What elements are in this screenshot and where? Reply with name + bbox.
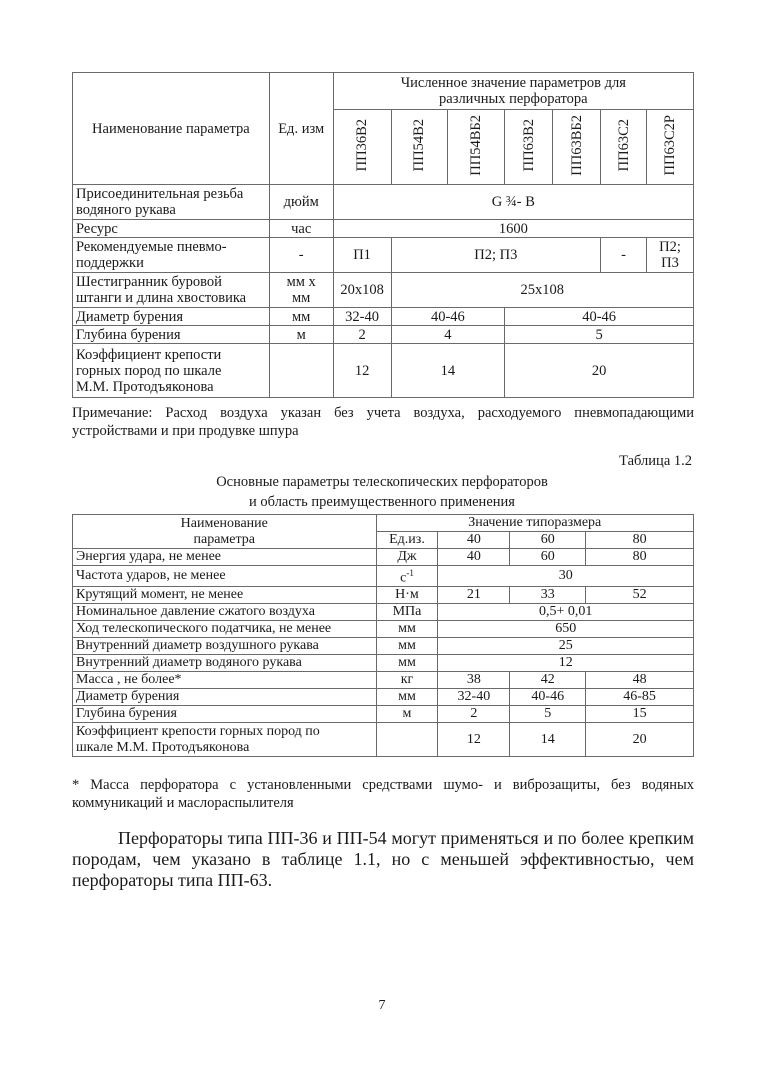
- header-model: ПП63ВБ2: [553, 110, 601, 185]
- table-row: Глубина бурения м 2 5 15: [73, 706, 694, 723]
- table-1-1: [72, 72, 694, 398]
- table-row: Крутящий момент, не менее Н·м 21 33 52: [73, 587, 694, 604]
- table-row: Номинальное давление сжатого воздуха МПа 0,5+ 0,01: [73, 604, 694, 621]
- header-values-group: Численное значение параметров для различных перфоратора: [333, 73, 693, 110]
- table-row: Частота ударов, не менее $с^{-1}$ 30: [73, 566, 694, 587]
- header-model: ПП36В2: [333, 110, 391, 185]
- table-1-2: [72, 514, 694, 757]
- table-1-2-footnote: * Масса перфоратора с установленными средствами шумо- и виброзащиты, без водяных коммуникаций и маслораспылителя: [72, 777, 694, 811]
- header-size: 60: [510, 532, 586, 549]
- header-model: ПП63С2Р: [646, 110, 693, 185]
- table-row: Энергия удара, не менее Дж 40 60 80: [73, 549, 694, 566]
- header-values-group: Значение типоразмера: [376, 515, 693, 532]
- table-row: Коэффициент крепости горных пород по шкале М.М. Протодъяконова 12 14 20: [73, 723, 694, 757]
- header-param-name: Наименование параметра: [73, 73, 270, 185]
- table-row: Внутренний диаметр водяного рукава мм 12: [73, 655, 694, 672]
- header-unit: Ед. изм: [269, 73, 333, 185]
- table-row: Диаметр бурения мм 32-40 40-46 46-85: [73, 689, 694, 706]
- header-model: ПП63В2: [505, 110, 553, 185]
- body-paragraph: Перфораторы типа ПП-36 и ПП-54 могут применяться и по более крепким породам, чем указано в таблице 1.1, но с меньшей эффективностью, чем перфораторы типа ПП-63.: [72, 828, 694, 890]
- header-size: 80: [586, 532, 694, 549]
- table-row: Рекомендуемые пневмо-поддержки - П1 П2; П3 - П2; П3: [73, 238, 694, 273]
- header-model: ПП63С2: [601, 110, 647, 185]
- table-1-2-label: Таблица 1.2: [619, 453, 692, 469]
- header-size: 40: [438, 532, 510, 549]
- table-1-2-title-line1: Основные параметры телескопических перфораторов: [216, 474, 548, 490]
- table-row: Внутренний диаметр воздушного рукава мм 25: [73, 638, 694, 655]
- table-row: Шестигранник буровой штанги и длина хвостовика мм х мм 20x108 25x108: [73, 273, 694, 308]
- header-param-name: Наименование: [73, 515, 377, 532]
- table-row: Диаметр бурения мм 32-40 40-46 40-46: [73, 308, 694, 326]
- header-param-name-2: параметра: [73, 532, 377, 549]
- table-row: Ресурс час 1600: [73, 220, 694, 238]
- page-number: 7: [378, 998, 386, 1013]
- table-row: Ход телескопического податчика, не менее мм 650: [73, 621, 694, 638]
- table-1-note: Примечание: Расход воздуха указан без учета воздуха, расходуемого пневмопадающими устройствами и при продувке шпура: [72, 405, 694, 439]
- table-row: Масса , не более* кг 38 42 48: [73, 672, 694, 689]
- table-row: Глубина бурения м 2 4 5: [73, 326, 694, 344]
- table-1-2-title-line2: и область преимущественного применения: [249, 494, 515, 510]
- header-unit: Ед.из.: [376, 532, 438, 549]
- table-row: Присоединительная резьба водяного рукава дюйм G ¾- В: [73, 185, 694, 220]
- header-model: ПП54ВБ2: [448, 110, 505, 185]
- header-model: ПП54В2: [391, 110, 448, 185]
- table-row: Коэффициент крепости горных пород по шкале М.М. Протодъяконова 12 14 20: [73, 344, 694, 398]
